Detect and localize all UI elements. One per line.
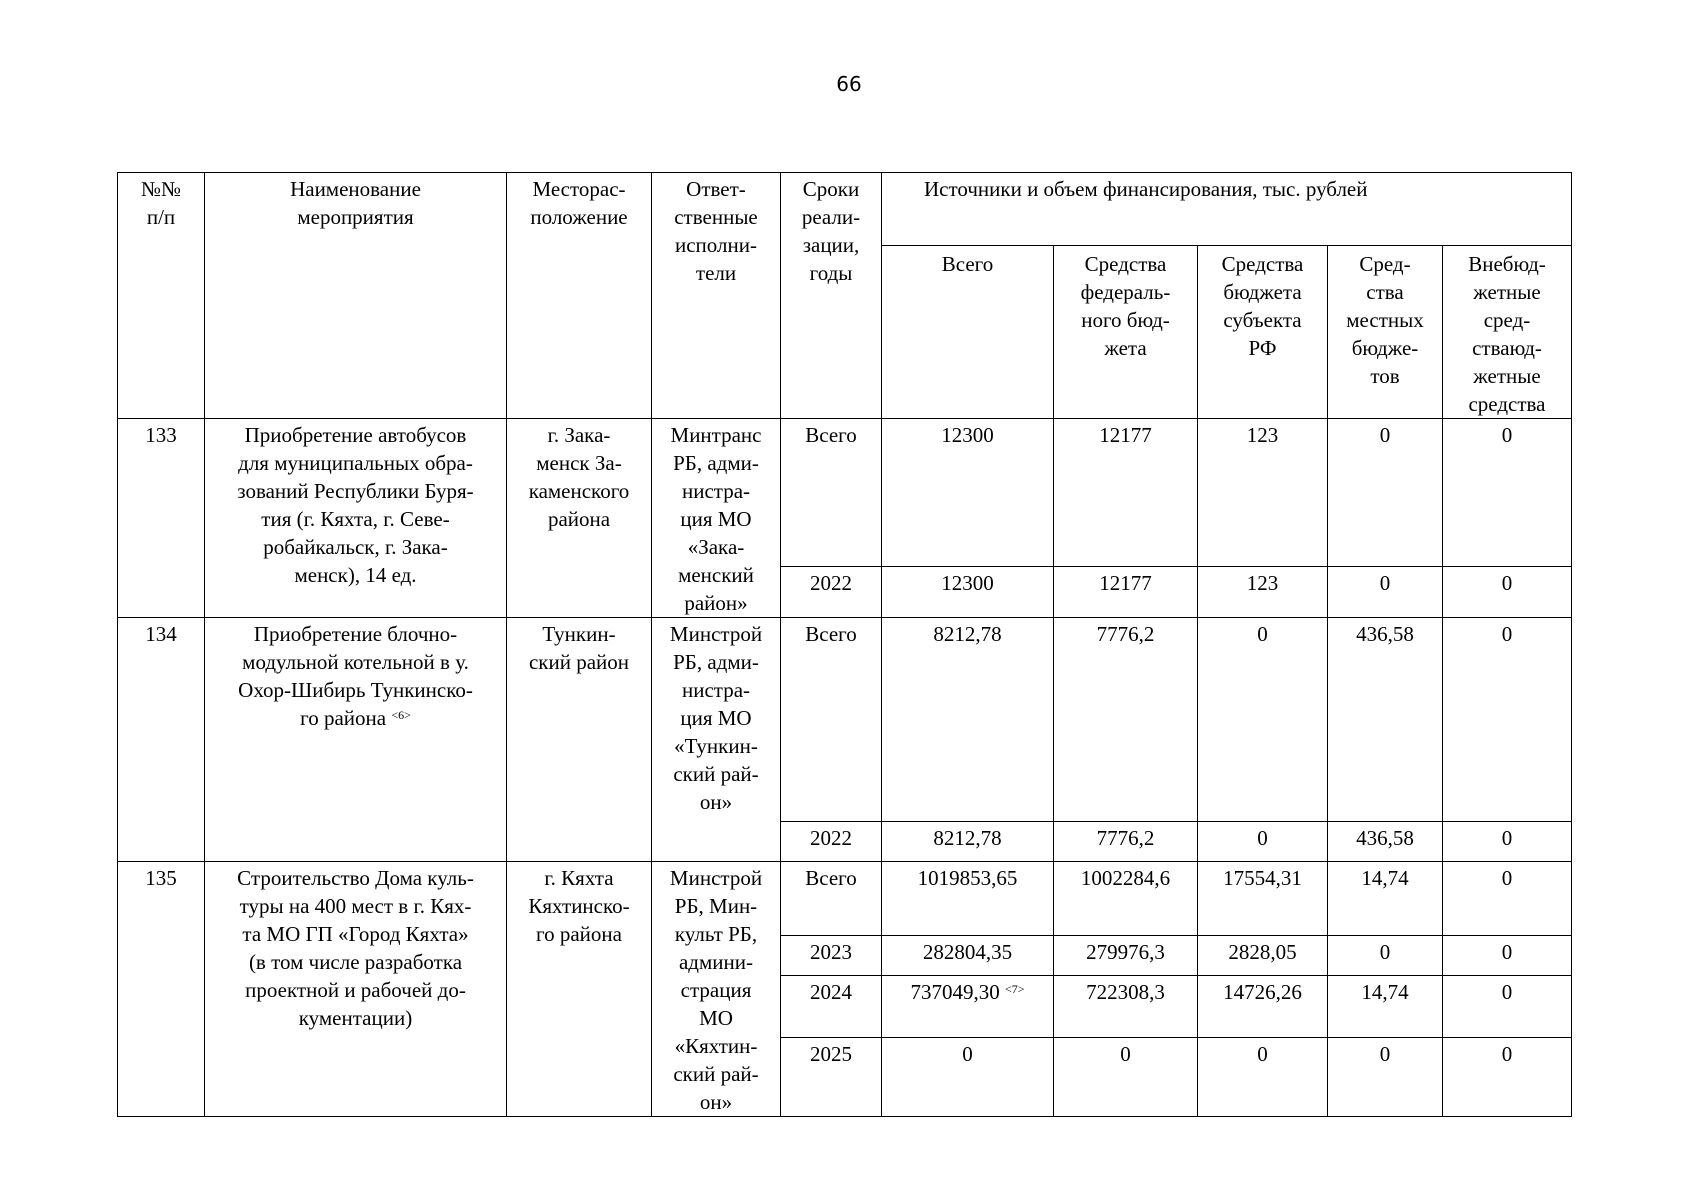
row-name bbox=[205, 618, 507, 862]
period-federal: 12177 bbox=[1054, 567, 1198, 618]
period-extra: 0 bbox=[1443, 976, 1572, 1037]
period-local: 0 bbox=[1328, 936, 1443, 976]
table-row bbox=[118, 618, 1572, 822]
row-name-text: Приобретение блочно- модульной котельной в у. Охор-Шибирь Тункинско- го района bbox=[238, 622, 473, 730]
period-subject: 0 bbox=[1198, 822, 1328, 862]
header-total: Всего bbox=[882, 246, 1054, 419]
period-total: 0 bbox=[882, 1037, 1054, 1116]
period-federal: 1002284,6 bbox=[1054, 862, 1198, 936]
period-subject: 123 bbox=[1198, 419, 1328, 567]
table-row bbox=[118, 862, 1572, 936]
period-total: 12300 bbox=[882, 419, 1054, 567]
row-location: г. Зака- менск За- каменского района bbox=[507, 419, 652, 618]
period-year: 2023 bbox=[781, 936, 882, 976]
period-year: Всего bbox=[781, 618, 882, 822]
period-local: 0 bbox=[1328, 1037, 1443, 1116]
period-year: 2024 bbox=[781, 976, 882, 1037]
period-subject: 17554,31 bbox=[1198, 862, 1328, 936]
period-total bbox=[882, 976, 1054, 1037]
row-num: 133 bbox=[118, 419, 205, 618]
row-responsible: Минстрой РБ, адми- нистра- ция МО «Тункин- ский рай- он» bbox=[652, 618, 781, 862]
period-federal: 279976,3 bbox=[1054, 936, 1198, 976]
row-location: г. Кяхта Кяхтинско- го района bbox=[507, 862, 652, 1117]
row-name: Приобретение автобусов для муниципальных обра- зований Республики Буря- тия (г. Кяхта, г. Севе- робайкальск, г. Зака- менск), 14 ед. bbox=[205, 419, 507, 618]
period-extra: 0 bbox=[1443, 1037, 1572, 1116]
row-responsible: Минстрой РБ, Мин- культ РБ, админи- страция МО «Кяхтин- ский рай- он» bbox=[652, 862, 781, 1117]
period-subject: 123 bbox=[1198, 567, 1328, 618]
period-local: 436,58 bbox=[1328, 822, 1443, 862]
period-subject: 0 bbox=[1198, 618, 1328, 822]
period-local: 14,74 bbox=[1328, 976, 1443, 1037]
period-year: 2022 bbox=[781, 822, 882, 862]
period-federal: 12177 bbox=[1054, 419, 1198, 567]
row-name: Строительство Дома куль- туры на 400 мест в г. Кях- та МО ГП «Город Кяхта» (в том числе разработка проектной и рабочей до- кументации) bbox=[205, 862, 507, 1117]
period-federal: 0 bbox=[1054, 1037, 1198, 1116]
period-subject: 2828,05 bbox=[1198, 936, 1328, 976]
financing-table bbox=[117, 172, 1572, 1117]
header-terms: Сроки реали- зации, годы bbox=[781, 173, 882, 419]
row-num: 135 bbox=[118, 862, 205, 1117]
header-location: Месторас- положение bbox=[507, 173, 652, 419]
footnote-ref: <7> bbox=[1004, 982, 1025, 997]
header-extra: Внебюд- жетные сред- стваюд- жетные средства bbox=[1443, 246, 1572, 419]
period-total: 12300 bbox=[882, 567, 1054, 618]
period-total-value: 737049,30 bbox=[910, 980, 1000, 1005]
period-year: Всего bbox=[781, 419, 882, 567]
table-row bbox=[118, 419, 1572, 567]
footnote-ref: <6> bbox=[391, 708, 411, 722]
period-extra: 0 bbox=[1443, 822, 1572, 862]
period-federal: 722308,3 bbox=[1054, 976, 1198, 1037]
header-name: Наименование мероприятия bbox=[205, 173, 507, 419]
header-federal: Средства федераль- ного бюд- жета bbox=[1054, 246, 1198, 419]
header-local: Сред- ства местных бюдже- тов bbox=[1328, 246, 1443, 419]
period-total: 1019853,65 bbox=[882, 862, 1054, 936]
period-federal: 7776,2 bbox=[1054, 618, 1198, 822]
period-year: 2025 bbox=[781, 1037, 882, 1116]
row-location: Тункин- ский район bbox=[507, 618, 652, 862]
period-extra: 0 bbox=[1443, 419, 1572, 567]
row-num: 134 bbox=[118, 618, 205, 862]
page-number: 66 bbox=[836, 72, 862, 96]
period-total: 282804,35 bbox=[882, 936, 1054, 976]
header-subject: Средства бюджета субъекта РФ bbox=[1198, 246, 1328, 419]
period-total: 8212,78 bbox=[882, 822, 1054, 862]
period-total: 8212,78 bbox=[882, 618, 1054, 822]
period-local: 14,74 bbox=[1328, 862, 1443, 936]
period-subject: 0 bbox=[1198, 1037, 1328, 1116]
period-year: 2022 bbox=[781, 567, 882, 618]
period-year: Всего bbox=[781, 862, 882, 936]
period-extra: 0 bbox=[1443, 862, 1572, 936]
header-sources: Источники и объем финансирования, тыс. рублей bbox=[882, 173, 1572, 246]
period-federal: 7776,2 bbox=[1054, 822, 1198, 862]
period-extra: 0 bbox=[1443, 936, 1572, 976]
period-local: 0 bbox=[1328, 419, 1443, 567]
period-subject: 14726,26 bbox=[1198, 976, 1328, 1037]
period-local: 436,58 bbox=[1328, 618, 1443, 822]
header-num: №№ п/п bbox=[118, 173, 205, 419]
header-responsible: Ответ- ственные исполни- тели bbox=[652, 173, 781, 419]
period-extra: 0 bbox=[1443, 567, 1572, 618]
period-extra: 0 bbox=[1443, 618, 1572, 822]
period-local: 0 bbox=[1328, 567, 1443, 618]
row-responsible: Минтранс РБ, адми- нистра- ция МО «Зака- менский район» bbox=[652, 419, 781, 618]
